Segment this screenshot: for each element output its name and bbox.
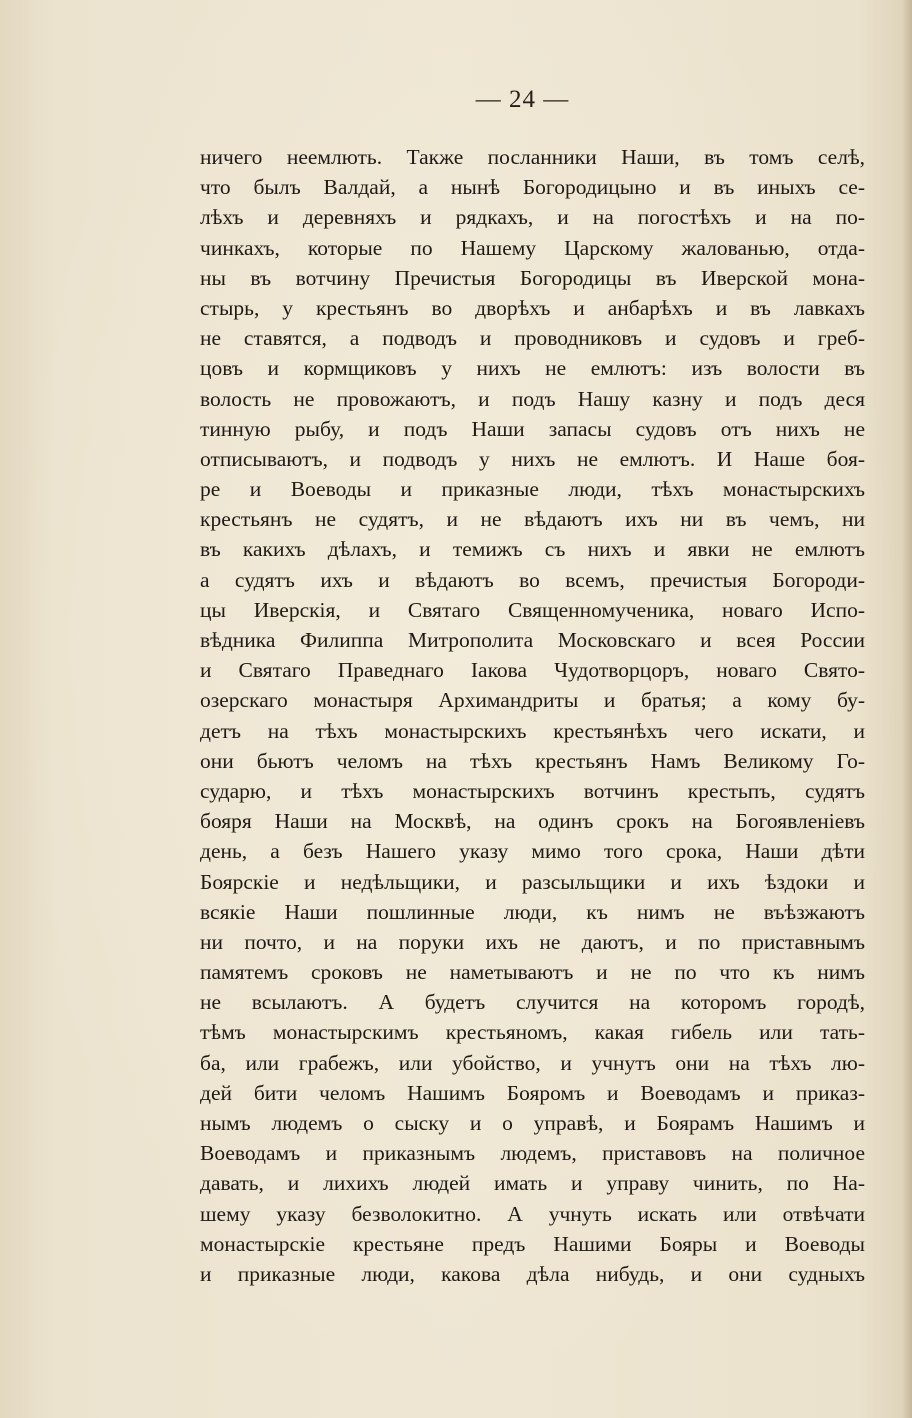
text-line: сударю, и тѣхъ монастырскихъ вотчинъ крестьпъ, судятъ bbox=[200, 778, 865, 803]
text-line: вѣдника Филиппа Митрополита Московскаго и всея России bbox=[200, 628, 865, 652]
text-line: бояря Наши на Москвѣ, на одинъ срокъ на Богоявленіевъ bbox=[200, 809, 865, 834]
text-line: памятемъ сроковъ не наметываютъ и не по что къ нимъ bbox=[200, 960, 865, 985]
text-line: детъ на тѣхъ монастырскихъ крестьянѣхъ чего искати, и bbox=[200, 718, 865, 743]
text-line: всякіе Наши пошлинные люди, къ нимъ не въѣзжаютъ bbox=[200, 899, 865, 924]
text-line: ничего неемлють. Также посланники Наши, въ томъ селѣ, bbox=[200, 145, 865, 169]
text-line: а судятъ ихъ и вѣдаютъ во всемъ, пречистыя Богороди- bbox=[200, 567, 865, 592]
text-line: ни почто, и на поруки ихъ не даютъ, и по приставнымъ bbox=[200, 929, 865, 954]
text-line: не ставятся, а подводъ и проводниковъ и судовъ и греб- bbox=[200, 326, 865, 351]
text-line: лѣхъ и деревняхъ и рядкахъ, и на погостѣхъ и на по- bbox=[200, 205, 865, 230]
body-text bbox=[200, 142, 865, 1289]
text-line: тинную рыбу, и подъ Наши запасы судовъ отъ нихъ не bbox=[200, 416, 865, 441]
text-line: дей бити челомъ Нашимъ Бояромъ и Воеводамъ и приказ- bbox=[200, 1080, 865, 1105]
text-line: ба, или грабежъ, или убойство, и учнутъ они на тѣхъ лю- bbox=[200, 1050, 865, 1075]
text-line: стырь, у крестьянъ во дворѣхъ и анбарѣхъ и въ лавкахъ bbox=[200, 295, 865, 320]
text-line: ны въ вотчину Пречистыя Богородицы въ Иверской мона- bbox=[200, 265, 865, 290]
text-line: цовъ и кормщиковъ у нихъ не емлютъ: изъ волости въ bbox=[200, 356, 865, 381]
text-line: давать, и лихихъ людей имать и управу чинить, по На- bbox=[200, 1171, 865, 1196]
text-line: тѣмъ монастырскимъ крестьяномъ, какая гибель или тать- bbox=[200, 1020, 865, 1045]
text-line: не всылаютъ. А будетъ случится на которомъ городѣ, bbox=[200, 990, 865, 1015]
text-line: монастырскіе крестьяне предъ Нашими Бояры и Воеводы bbox=[200, 1231, 865, 1256]
text-line: крестьянъ не судятъ, и не вѣдаютъ ихъ ни въ чемъ, ни bbox=[200, 507, 865, 532]
page-binding-edge bbox=[902, 0, 912, 1418]
text-line: въ какихъ дѣлахъ, и темижъ съ нихъ и явки не емлютъ bbox=[200, 537, 865, 562]
text-line: цы Иверскія, и Святаго Священномученика, новаго Испо- bbox=[200, 597, 865, 622]
text-line: они бьютъ челомъ на тѣхъ крестьянъ Намъ Великому Го- bbox=[200, 748, 865, 773]
text-line: озерскаго монастыря Архимандриты и братья; а кому бу- bbox=[200, 688, 865, 713]
page-number: — 24 — bbox=[475, 86, 570, 113]
text-line: чинкахъ, которые по Нашему Царскому жалованью, отда- bbox=[200, 235, 865, 260]
text-line: волость не провожаютъ, и подъ Нашу казну и подъ деся bbox=[200, 386, 865, 411]
text-line: отписываютъ, и подводъ у нихъ не емлютъ. И Наше боя- bbox=[200, 446, 865, 471]
text-line: день, а безъ Нашего указу мимо того срока, Наши дѣти bbox=[200, 839, 865, 864]
text-line: Боярскіе и недѣльщики, и разсыльщики и ихъ ѣздоки и bbox=[200, 869, 865, 894]
text-line: и приказные люди, какова дѣла нибудь, и они судныхъ bbox=[200, 1261, 865, 1286]
text-line: и Святаго Праведнаго Іакова Чудотворцоръ, новаго Свято- bbox=[200, 658, 865, 683]
text-line: нымъ людемъ о сыску и о управѣ, и Боярамъ Нашимъ и bbox=[200, 1111, 865, 1135]
text-line: ре и Воеводы и приказные люди, тѣхъ монастырскихъ bbox=[200, 477, 865, 502]
text-line: шему указу безволокитно. А учнуть искать или отвѣчати bbox=[200, 1201, 865, 1226]
text-line: Воеводамъ и приказнымъ людемъ, приставовъ на поличное bbox=[200, 1141, 865, 1166]
text-line: что былъ Валдай, а нынѣ Богородицыно и въ иныхъ се- bbox=[200, 175, 865, 200]
